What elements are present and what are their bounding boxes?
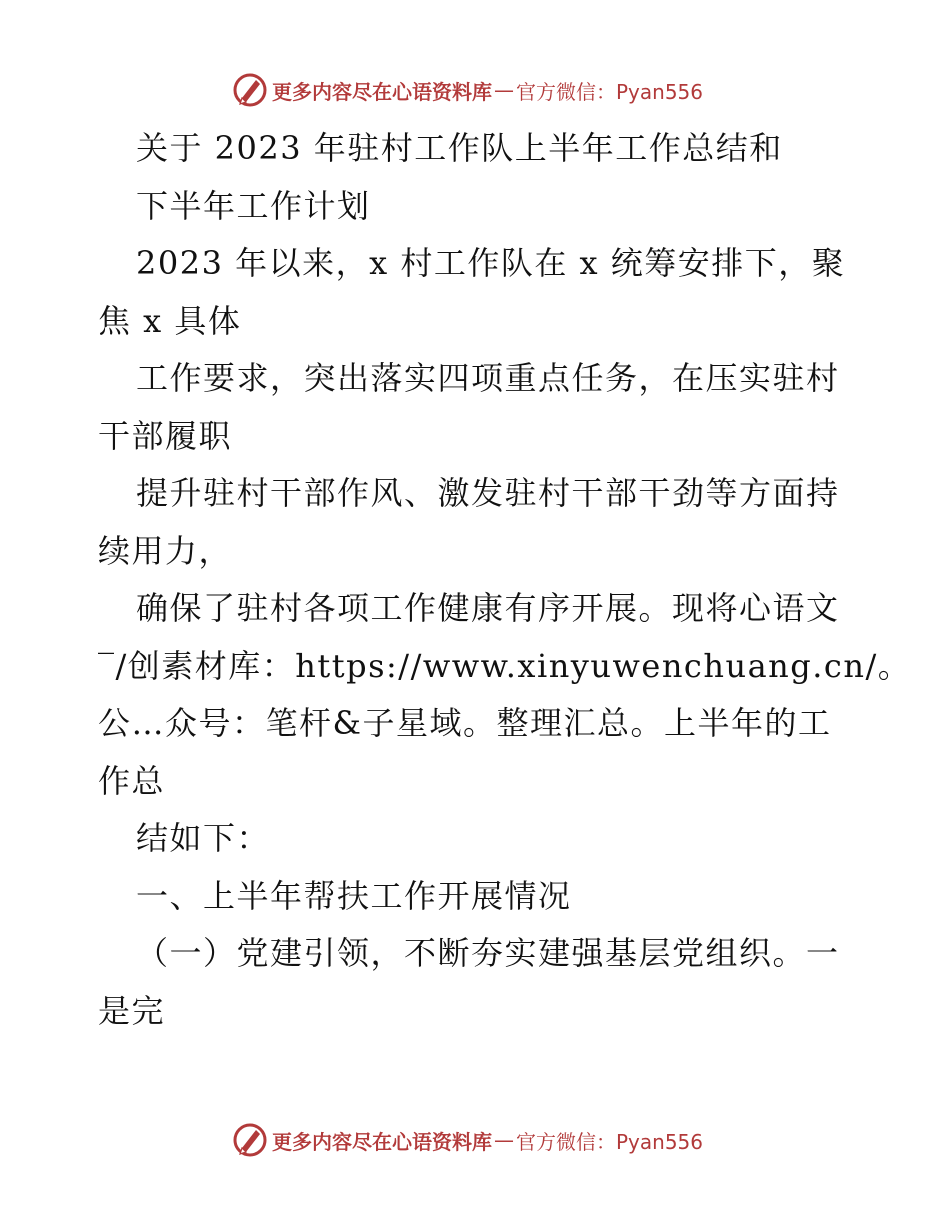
banner-title: 更多内容尽在心语资料库	[272, 79, 492, 104]
paragraph-line: 2023 年以来，x 村工作队在 x 统筹安排下，聚	[136, 244, 846, 282]
paragraph-line: 提升驻村干部作风、激发驻村干部干劲等方面持	[136, 474, 840, 512]
pen-logo-icon	[232, 1122, 268, 1158]
paragraph-line: 焦 x 具体	[98, 301, 242, 340]
banner-separator: —	[494, 78, 514, 102]
section-heading: 一、上半年帮扶工作开展情况	[136, 876, 572, 915]
banner-wechat: 官方微信：Pyan556	[516, 1129, 704, 1154]
paragraph-line: 是完	[98, 991, 166, 1030]
paragraph-line: 公…众号：笔杆&子星域。整理汇总。上半年的工	[98, 704, 832, 742]
subsection-heading: （一）党建引领，不断夯实建强基层党组织。一	[136, 934, 840, 972]
paragraph-line: ‾/创素材库：https://www.xinyuwenchuang.cn/。	[98, 646, 912, 685]
paragraph-line: 作总	[98, 761, 166, 800]
banner-title: 更多内容尽在心语资料库	[272, 1129, 492, 1154]
document-body	[98, 120, 912, 1040]
paragraph-line: 续用力，	[98, 531, 233, 570]
paragraph-line: 工作要求，突出落实四项重点任务，在压实驻村	[136, 359, 840, 397]
doc-title-line-1: 关于 2023 年驻村工作队上半年工作总结和	[136, 129, 783, 167]
footer-banner	[232, 1120, 703, 1160]
doc-title-line-2: 下半年工作计划	[136, 186, 371, 225]
header-banner	[232, 70, 703, 110]
banner-wechat: 官方微信：Pyan556	[516, 79, 704, 104]
paragraph-line: 确保了驻村各项工作健康有序开展。现将心语文	[136, 589, 840, 627]
paragraph-line: 结如下：	[136, 819, 271, 857]
pen-logo-icon	[232, 72, 268, 108]
banner-separator: —	[494, 1128, 514, 1152]
paragraph-line: 干部履职	[98, 416, 233, 455]
